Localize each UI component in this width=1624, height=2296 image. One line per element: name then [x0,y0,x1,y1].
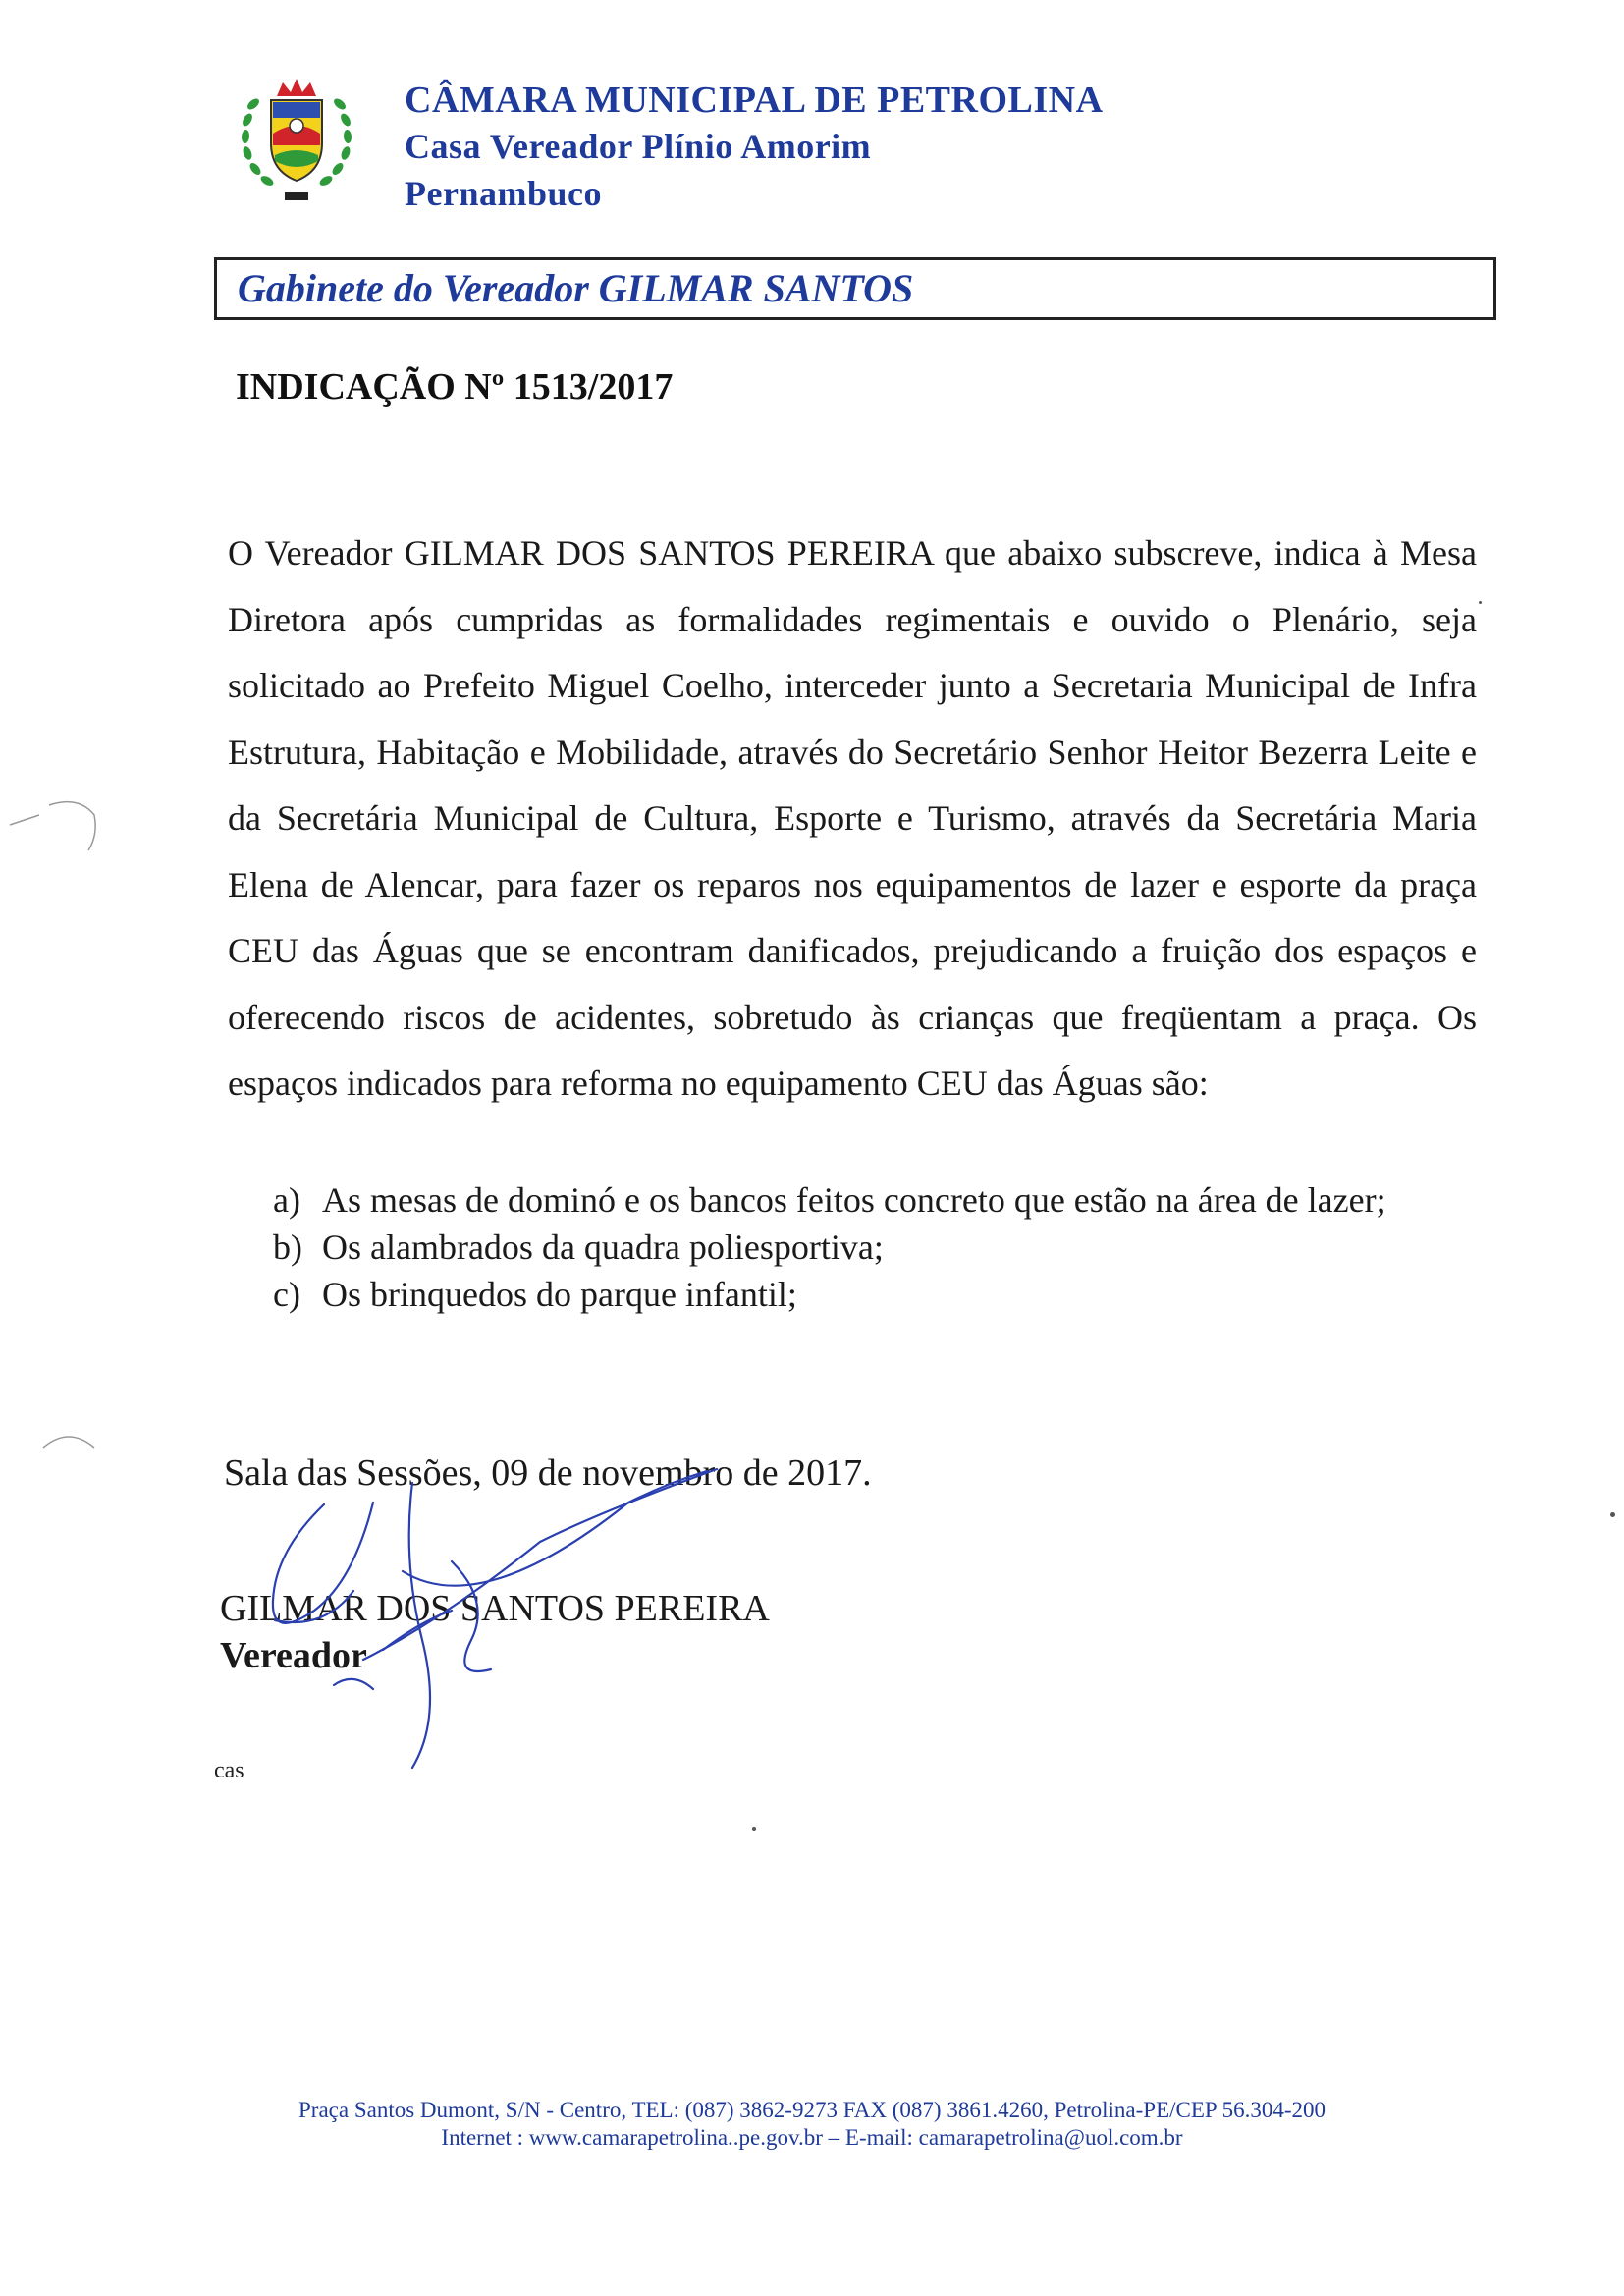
handwritten-signature [245,1444,756,1777]
scan-mark [39,1424,98,1463]
list-marker: b) [273,1228,302,1267]
footer-address: Praça Santos Dumont, S/N - Centro, TEL: (087) 3862-9273 FAX (087) 3861.4260, Petrolina-PE/CEP 56.304-200 [298,2098,1326,2122]
author-initials: cas [214,1758,244,1783]
list-item-text: As mesas de dominó e os bancos feitos concreto que estão na área de lazer; [322,1180,1386,1220]
repair-items-list [228,1180,1477,1322]
list-item [228,1228,1477,1267]
building-name: Casa Vereador Plínio Amorim [405,127,872,166]
office-title: Gabinete do Vereador GILMAR SANTOS [238,266,914,310]
institution-name: CÂMARA MUNICIPAL DE PETROLINA [405,80,1104,121]
state-name: Pernambuco [405,174,602,213]
list-item [228,1275,1477,1314]
scan-mark [0,786,108,884]
municipal-coat-of-arms-icon [234,75,359,208]
closing-line: Sala das Sessões, 09 de novembro de 2017. [224,1452,872,1494]
body-paragraph: O Vereador GILMAR DOS SANTOS PEREIRA que abaixo subscreve, indica à Mesa Diretora após cumpridas as formalidades regimentais e ouvido o Plenário, seja solicitado ao Prefeito Miguel Coelho, interceder junto a Secretaria Municipal de Infra Estrutura, Habitação e Mobilidade, através do Secretário Senhor Heitor Bezerra Leite e da Secretária Municipal de Cultura, Esporte e Turismo, através da Secretária Maria Elena de Alencar, para fazer os reparos nos equipamentos de lazer e esporte da praça CEU das Águas que se encontram danificados, prejudicando a fruição dos espaços e oferecendo riscos de acidentes, sobretudo às crianças que freqüentam a praça. Os espaços indicados para reforma no equipamento CEU das Águas são: [228,533,1477,1103]
list-item [228,1180,1477,1220]
document-title: INDICAÇÃO Nº 1513/2017 [236,366,674,408]
list-item-text: Os brinquedos do parque infantil; [322,1275,797,1314]
list-marker: a) [273,1180,300,1220]
signatory-name: GILMAR DOS SANTOS PEREIRA [220,1588,770,1629]
scan-speck [752,1827,756,1831]
list-item-text: Os alambrados da quadra poliesportiva; [322,1228,884,1267]
signatory-role: Vereador [220,1635,367,1676]
scan-speck [1610,1512,1615,1517]
footer-contact: Internet : www.camarapetrolina..pe.gov.br – E-mail: camarapetrolina@uol.com.br [441,2125,1183,2150]
scan-speck [1479,601,1482,604]
list-marker: c) [273,1275,300,1314]
